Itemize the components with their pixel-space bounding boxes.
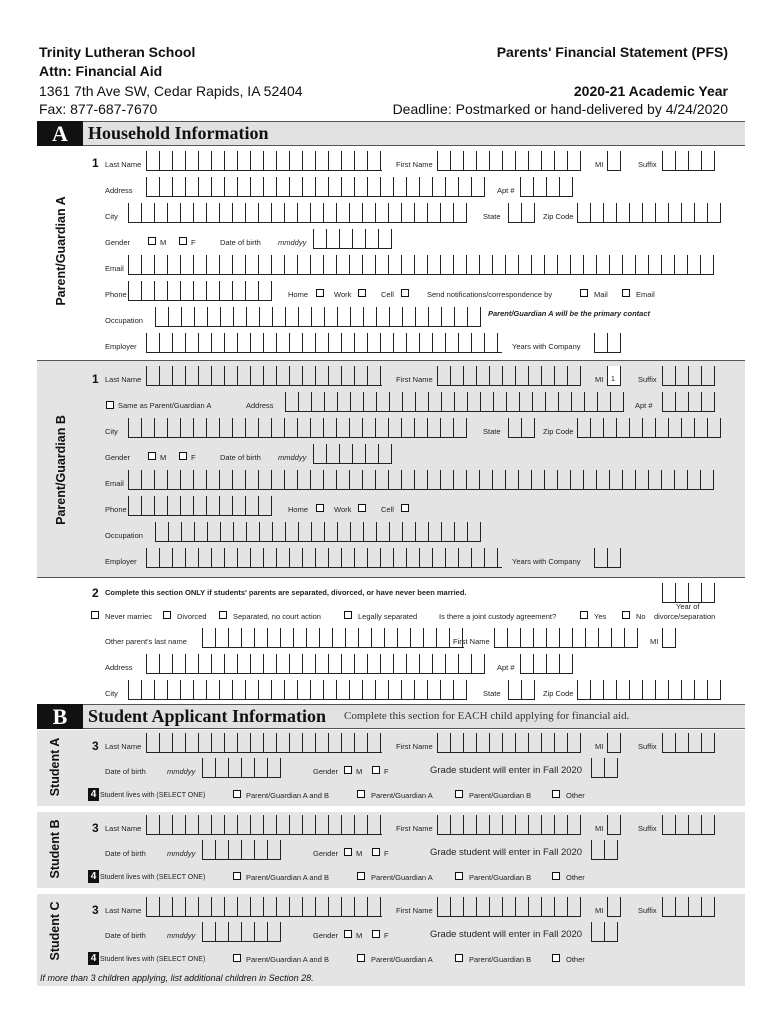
student-c-suffix-field[interactable] (662, 897, 715, 917)
pga-notify-label: Send notifications/correspondence by (427, 290, 553, 299)
sep-other-last-field[interactable] (202, 628, 464, 648)
student-a-gender-f-label: F (384, 767, 389, 776)
student-c-gender-f-label: F (384, 931, 389, 940)
pgb-address-label: Address (246, 401, 274, 410)
pga-last-name-field[interactable] (146, 151, 382, 171)
student-a-lives-b-label: Parent/Guardian B (469, 791, 532, 800)
student-c-gender-m-checkbox[interactable] (344, 930, 352, 938)
pgb-suffix-label: Suffix (638, 375, 657, 384)
pga-work-label: Work (334, 290, 352, 299)
student-a-item-3: 3 (92, 739, 99, 753)
pgb-same-label: Same as Parent/Guardian A (118, 401, 212, 410)
pga-phone-label: Phone (105, 290, 127, 299)
pga-mi-field[interactable] (607, 151, 621, 171)
pgb-zip-field[interactable] (577, 418, 721, 438)
pgb-zip-label: Zip Code (543, 427, 574, 436)
sep-joint-yes-label: Yes (594, 612, 607, 621)
pga-apt-label: Apt # (497, 186, 515, 195)
pga-home-label: Home (288, 290, 309, 299)
student-c-grade-field[interactable] (591, 922, 618, 942)
sep-joint-yes-checkbox[interactable] (580, 611, 588, 619)
student-c-mi-field[interactable] (607, 897, 621, 917)
pga-dob-format: mmddyy (278, 238, 307, 247)
sep-never-married-label: Never marriec (105, 612, 153, 621)
pga-gender-m-label: M (160, 238, 167, 247)
pgb-mi-label: MI (595, 375, 604, 384)
pgb-last-label: Last Name (105, 375, 142, 384)
pga-dob-label: Date of birth (220, 238, 261, 247)
sep-zip-field[interactable] (577, 680, 721, 700)
pga-side-label: Parent/Guardian A (54, 196, 68, 306)
sep-separated-label: Separated, no court action (233, 612, 321, 621)
pga-apt-field[interactable] (520, 177, 573, 197)
pga-gender-m-checkbox[interactable] (148, 237, 156, 245)
student-b-mi-label: MI (595, 824, 604, 833)
sep-divorced-checkbox[interactable] (163, 611, 171, 619)
fax-number: Fax: 877-687-7670 (39, 101, 158, 117)
sep-divorced-label: Divorced (177, 612, 207, 621)
pga-notify-email-label: Email (636, 290, 655, 299)
pga-dob-field[interactable] (313, 229, 392, 249)
pgb-years-label: Years with Company (512, 557, 581, 566)
student-c-lives-ab-checkbox[interactable] (233, 954, 241, 962)
student-a-dob-format: mmddyy (167, 767, 196, 776)
sep-legal-label: Legally separated (358, 612, 418, 621)
student-b-dob-format: mmddyy (167, 849, 196, 858)
sep-legal-checkbox[interactable] (344, 611, 352, 619)
student-c-item-4: 4 (88, 952, 99, 965)
student-a-last-field[interactable] (146, 733, 382, 753)
student-a-lives-label: Student lives with (SELECT ONE) (100, 792, 206, 799)
student-c-dob-field[interactable] (202, 922, 281, 942)
student-a-lives-ab-checkbox[interactable] (233, 790, 241, 798)
student-b-mi-field[interactable] (607, 815, 621, 835)
student-b-item-4: 4 (88, 870, 99, 883)
pgb-suffix-field[interactable] (662, 366, 715, 386)
pgb-home-label: Home (288, 505, 309, 514)
student-b-lives-other-checkbox[interactable] (552, 872, 560, 880)
pgb-side-label: Parent/Guardian B (54, 415, 68, 525)
pgb-city-label: City (105, 427, 118, 436)
student-b-item-3: 3 (92, 821, 99, 835)
sep-first-field[interactable] (494, 628, 638, 648)
pga-mi-label: MI (595, 160, 604, 169)
sep-mi-field[interactable] (662, 628, 676, 648)
sep-year-of-label: Year of (676, 602, 700, 611)
pga-address-field[interactable] (146, 177, 485, 197)
pgb-block (37, 361, 745, 577)
pgb-same-checkbox[interactable] (106, 401, 114, 409)
student-c-grade-label: Grade student will enter in Fall 2020 (430, 929, 583, 940)
pgb-employer-field[interactable] (146, 548, 502, 568)
student-b-lives-ab-checkbox[interactable] (233, 872, 241, 880)
student-a-first-field[interactable] (437, 733, 581, 753)
student-b-gender-f-checkbox[interactable] (372, 848, 380, 856)
student-c-lives-b-checkbox[interactable] (455, 954, 463, 962)
pgb-employer-label: Employer (105, 557, 137, 566)
student-b-lives-b-label: Parent/Guardian B (469, 873, 532, 882)
pgb-state-label: State (483, 427, 501, 436)
pga-first-name-field[interactable] (437, 151, 581, 171)
student-b-first-field[interactable] (437, 815, 581, 835)
student-a-grade-field[interactable] (591, 758, 618, 778)
student-c-gender-label: Gender (313, 931, 339, 940)
student-c-lives-other-checkbox[interactable] (552, 954, 560, 962)
student-b-dob-field[interactable] (202, 840, 281, 860)
pga-gender-f-checkbox[interactable] (179, 237, 187, 245)
student-a-item-4: 4 (88, 788, 99, 801)
student-c-lives-other-label: Other (566, 955, 585, 964)
student-b-gender-m-checkbox[interactable] (344, 848, 352, 856)
pgb-apt-label: Apt # (635, 401, 653, 410)
pgb-gender-f-checkbox[interactable] (179, 452, 187, 460)
pgb-apt-field[interactable] (662, 392, 715, 412)
pga-phone-field[interactable] (128, 281, 272, 301)
pga-item-number: 1 (92, 156, 99, 170)
section-a-letter: A (37, 121, 83, 146)
sep-state-label: State (483, 689, 501, 698)
sep-instruction: Complete this section ONLY if students' parents are separated, divorced, or have never been married. (105, 588, 467, 597)
pga-notify-mail-label: Mail (594, 290, 608, 299)
attn-line: Attn: Financial Aid (39, 63, 163, 79)
pgb-city-field[interactable] (128, 418, 467, 438)
pga-zip-label: Zip Code (543, 212, 574, 221)
pgb-first-label: First Name (396, 375, 433, 384)
pgb-work-label: Work (334, 505, 352, 514)
pgb-last-name-field[interactable] (146, 366, 382, 386)
student-a-suffix-field[interactable] (662, 733, 715, 753)
student-c-suffix-label: Suffix (638, 906, 657, 915)
student-a-gender-f-checkbox[interactable] (372, 766, 380, 774)
pga-gender-f-label: F (191, 238, 196, 247)
student-b-suffix-label: Suffix (638, 824, 657, 833)
pgb-state-field[interactable] (508, 418, 535, 438)
sep-never-married-checkbox[interactable] (91, 611, 99, 619)
pga-cell-checkbox[interactable] (401, 289, 409, 297)
pga-employer-label: Employer (105, 342, 137, 351)
pgb-gender-m-label: M (160, 453, 167, 462)
pgb-cell-checkbox[interactable] (401, 504, 409, 512)
sep-other-last-label: Other parent's last name (105, 637, 187, 646)
student-a-gender-m-checkbox[interactable] (344, 766, 352, 774)
student-b-gender-label: Gender (313, 849, 339, 858)
student-b-gender-f-label: F (384, 849, 389, 858)
pga-years-label: Years with Company (512, 342, 581, 351)
student-c-mi-label: MI (595, 906, 604, 915)
section-b-letter: B (37, 704, 83, 729)
student-c-dob-label: Date of birth (105, 931, 146, 940)
pga-employer-field[interactable] (146, 333, 502, 353)
section-b-title: Student Applicant Information (88, 706, 327, 726)
student-b-last-label: Last Name (105, 824, 142, 833)
student-c-item-3: 3 (92, 903, 99, 917)
student-b-gender-m-label: M (356, 849, 363, 858)
student-b-side-label: Student B (48, 819, 62, 879)
sep-apt-label: Apt # (497, 663, 515, 672)
student-a-mi-field[interactable] (607, 733, 621, 753)
pga-email-label: Email (105, 264, 124, 273)
sep-mi-label: MI (650, 637, 659, 646)
student-a-last-label: Last Name (105, 742, 142, 751)
pgb-email-label: Email (105, 479, 124, 488)
student-c-last-label: Last Name (105, 906, 142, 915)
section-b-note: Complete this section for EACH child applying for financial aid. (344, 710, 630, 722)
pgb-phone-label: Phone (105, 505, 127, 514)
pgb-home-checkbox[interactable] (316, 504, 324, 512)
student-a-lives-a-checkbox[interactable] (357, 790, 365, 798)
student-a-dob-label: Date of birth (105, 767, 146, 776)
sep-apt-field[interactable] (520, 654, 573, 674)
student-b-last-field[interactable] (146, 815, 382, 835)
pgb-occupation-label: Occupation (105, 531, 143, 540)
pga-email-field[interactable] (128, 255, 714, 275)
pga-state-label: State (483, 212, 501, 221)
school-address: 1361 7th Ave SW, Cedar Rapids, IA 52404 (39, 83, 303, 99)
student-a-side-label: Student A (48, 737, 62, 797)
pgb-item-number: 1 (92, 372, 99, 386)
pga-city-field[interactable] (128, 203, 467, 223)
pga-city-label: City (105, 212, 118, 221)
student-a-gender-m-label: M (356, 767, 363, 776)
pga-state-field[interactable] (508, 203, 535, 223)
pga-suffix-label: Suffix (638, 160, 657, 169)
sep-first-label: First Name (453, 637, 490, 646)
sep-separated-checkbox[interactable] (219, 611, 227, 619)
student-a-lives-a-label: Parent/Guardian A (371, 791, 433, 800)
pga-home-checkbox[interactable] (316, 289, 324, 297)
divider (37, 577, 745, 578)
student-b-lives-a-checkbox[interactable] (357, 872, 365, 880)
sep-state-field[interactable] (508, 680, 535, 700)
student-b-lives-other-label: Other (566, 873, 585, 882)
student-b-first-label: First Name (396, 824, 433, 833)
student-b-dob-label: Date of birth (105, 849, 146, 858)
pga-primary-contact-note: Parent/Guardian A will be the primary contact (488, 309, 650, 318)
pgb-mi-field[interactable] (607, 366, 621, 386)
pga-cell-label: Cell (381, 290, 394, 299)
student-a-grade-label: Grade student will enter in Fall 2020 (430, 765, 583, 776)
sep-zip-label: Zip Code (543, 689, 574, 698)
student-a-suffix-label: Suffix (638, 742, 657, 751)
student-b-grade-field[interactable] (591, 840, 618, 860)
form-title: Parents' Financial Statement (PFS) (496, 44, 728, 60)
section-a-title: Household Information (88, 123, 269, 143)
pgb-dob-field[interactable] (313, 444, 392, 464)
pgb-email-field[interactable] (128, 470, 714, 490)
pgb-gender-f-label: F (191, 453, 196, 462)
pgb-address-field[interactable] (285, 392, 624, 412)
pga-notify-email-checkbox[interactable] (622, 289, 630, 297)
student-a-lives-other-label: Other (566, 791, 585, 800)
student-c-side-label: Student C (48, 901, 62, 961)
sep-divorce-label: divorce/separation (654, 612, 716, 621)
student-c-lives-a-label: Parent/Guardian A (371, 955, 433, 964)
pga-gender-label: Gender (105, 238, 131, 247)
sep-city-field[interactable] (128, 680, 467, 700)
sep-address-label: Address (105, 663, 133, 672)
student-c-gender-m-label: M (356, 931, 363, 940)
student-c-lives-b-label: Parent/Guardian B (469, 955, 532, 964)
student-a-block (37, 730, 745, 806)
pgb-years-field[interactable] (594, 548, 621, 568)
student-c-last-field[interactable] (146, 897, 382, 917)
pgb-mi-value: 1 (611, 376, 615, 383)
pgb-occupation-field[interactable] (155, 522, 481, 542)
student-a-first-label: First Name (396, 742, 433, 751)
sep-joint-no-label: No (636, 612, 646, 621)
deadline: Deadline: Postmarked or hand-delivered by 4/24/2020 (392, 101, 728, 117)
student-c-lives-a-checkbox[interactable] (357, 954, 365, 962)
sep-joint-custody-label: Is there a joint custody agreement? (439, 612, 557, 621)
academic-year: 2020-21 Academic Year (573, 83, 728, 99)
student-b-lives-label: Student lives with (SELECT ONE) (100, 874, 206, 881)
pgb-dob-format: mmddyy (278, 453, 307, 462)
sep-year-field[interactable] (662, 583, 715, 603)
student-a-gender-label: Gender (313, 767, 339, 776)
student-a-lives-other-checkbox[interactable] (552, 790, 560, 798)
pga-occupation-field[interactable] (155, 307, 481, 327)
student-c-first-label: First Name (396, 906, 433, 915)
student-b-lives-a-label: Parent/Guardian A (371, 873, 433, 882)
pgb-work-checkbox[interactable] (358, 504, 366, 512)
pga-occupation-label: Occupation (105, 316, 143, 325)
sep-item-number: 2 (92, 586, 99, 600)
pgb-gender-m-checkbox[interactable] (148, 452, 156, 460)
pga-suffix-field[interactable] (662, 151, 715, 171)
student-c-block (37, 894, 745, 986)
student-a-dob-field[interactable] (202, 758, 281, 778)
pga-address-label: Address (105, 186, 133, 195)
pgb-first-name-field[interactable] (437, 366, 581, 386)
school-name: Trinity Lutheran School (39, 44, 196, 60)
student-a-mi-label: MI (595, 742, 604, 751)
student-a-lives-b-checkbox[interactable] (455, 790, 463, 798)
student-b-lives-ab-label: Parent/Guardian A and B (246, 873, 329, 882)
pga-first-label: First Name (396, 160, 433, 169)
pga-notify-mail-checkbox[interactable] (580, 289, 588, 297)
pga-last-label: Last Name (105, 160, 142, 169)
student-c-lives-label: Student lives with (SELECT ONE) (100, 956, 206, 963)
sep-address-field[interactable] (146, 654, 485, 674)
student-c-first-field[interactable] (437, 897, 581, 917)
pgb-gender-label: Gender (105, 453, 131, 462)
sep-joint-no-checkbox[interactable] (622, 611, 630, 619)
student-b-lives-b-checkbox[interactable] (455, 872, 463, 880)
student-b-grade-label: Grade student will enter in Fall 2020 (430, 847, 583, 858)
pgb-dob-label: Date of birth (220, 453, 261, 462)
student-c-lives-ab-label: Parent/Guardian A and B (246, 955, 329, 964)
student-c-gender-f-checkbox[interactable] (372, 930, 380, 938)
student-a-lives-ab-label: Parent/Guardian A and B (246, 791, 329, 800)
sep-city-label: City (105, 689, 118, 698)
pga-work-checkbox[interactable] (358, 289, 366, 297)
pga-years-field[interactable] (594, 333, 621, 353)
pga-zip-field[interactable] (577, 203, 721, 223)
additional-children-note: If more than 3 children applying, list additional children in Section 28. (40, 973, 314, 983)
student-b-block (37, 812, 745, 888)
student-b-suffix-field[interactable] (662, 815, 715, 835)
pgb-phone-field[interactable] (128, 496, 272, 516)
pgb-cell-label: Cell (381, 505, 394, 514)
student-c-dob-format: mmddyy (167, 931, 196, 940)
